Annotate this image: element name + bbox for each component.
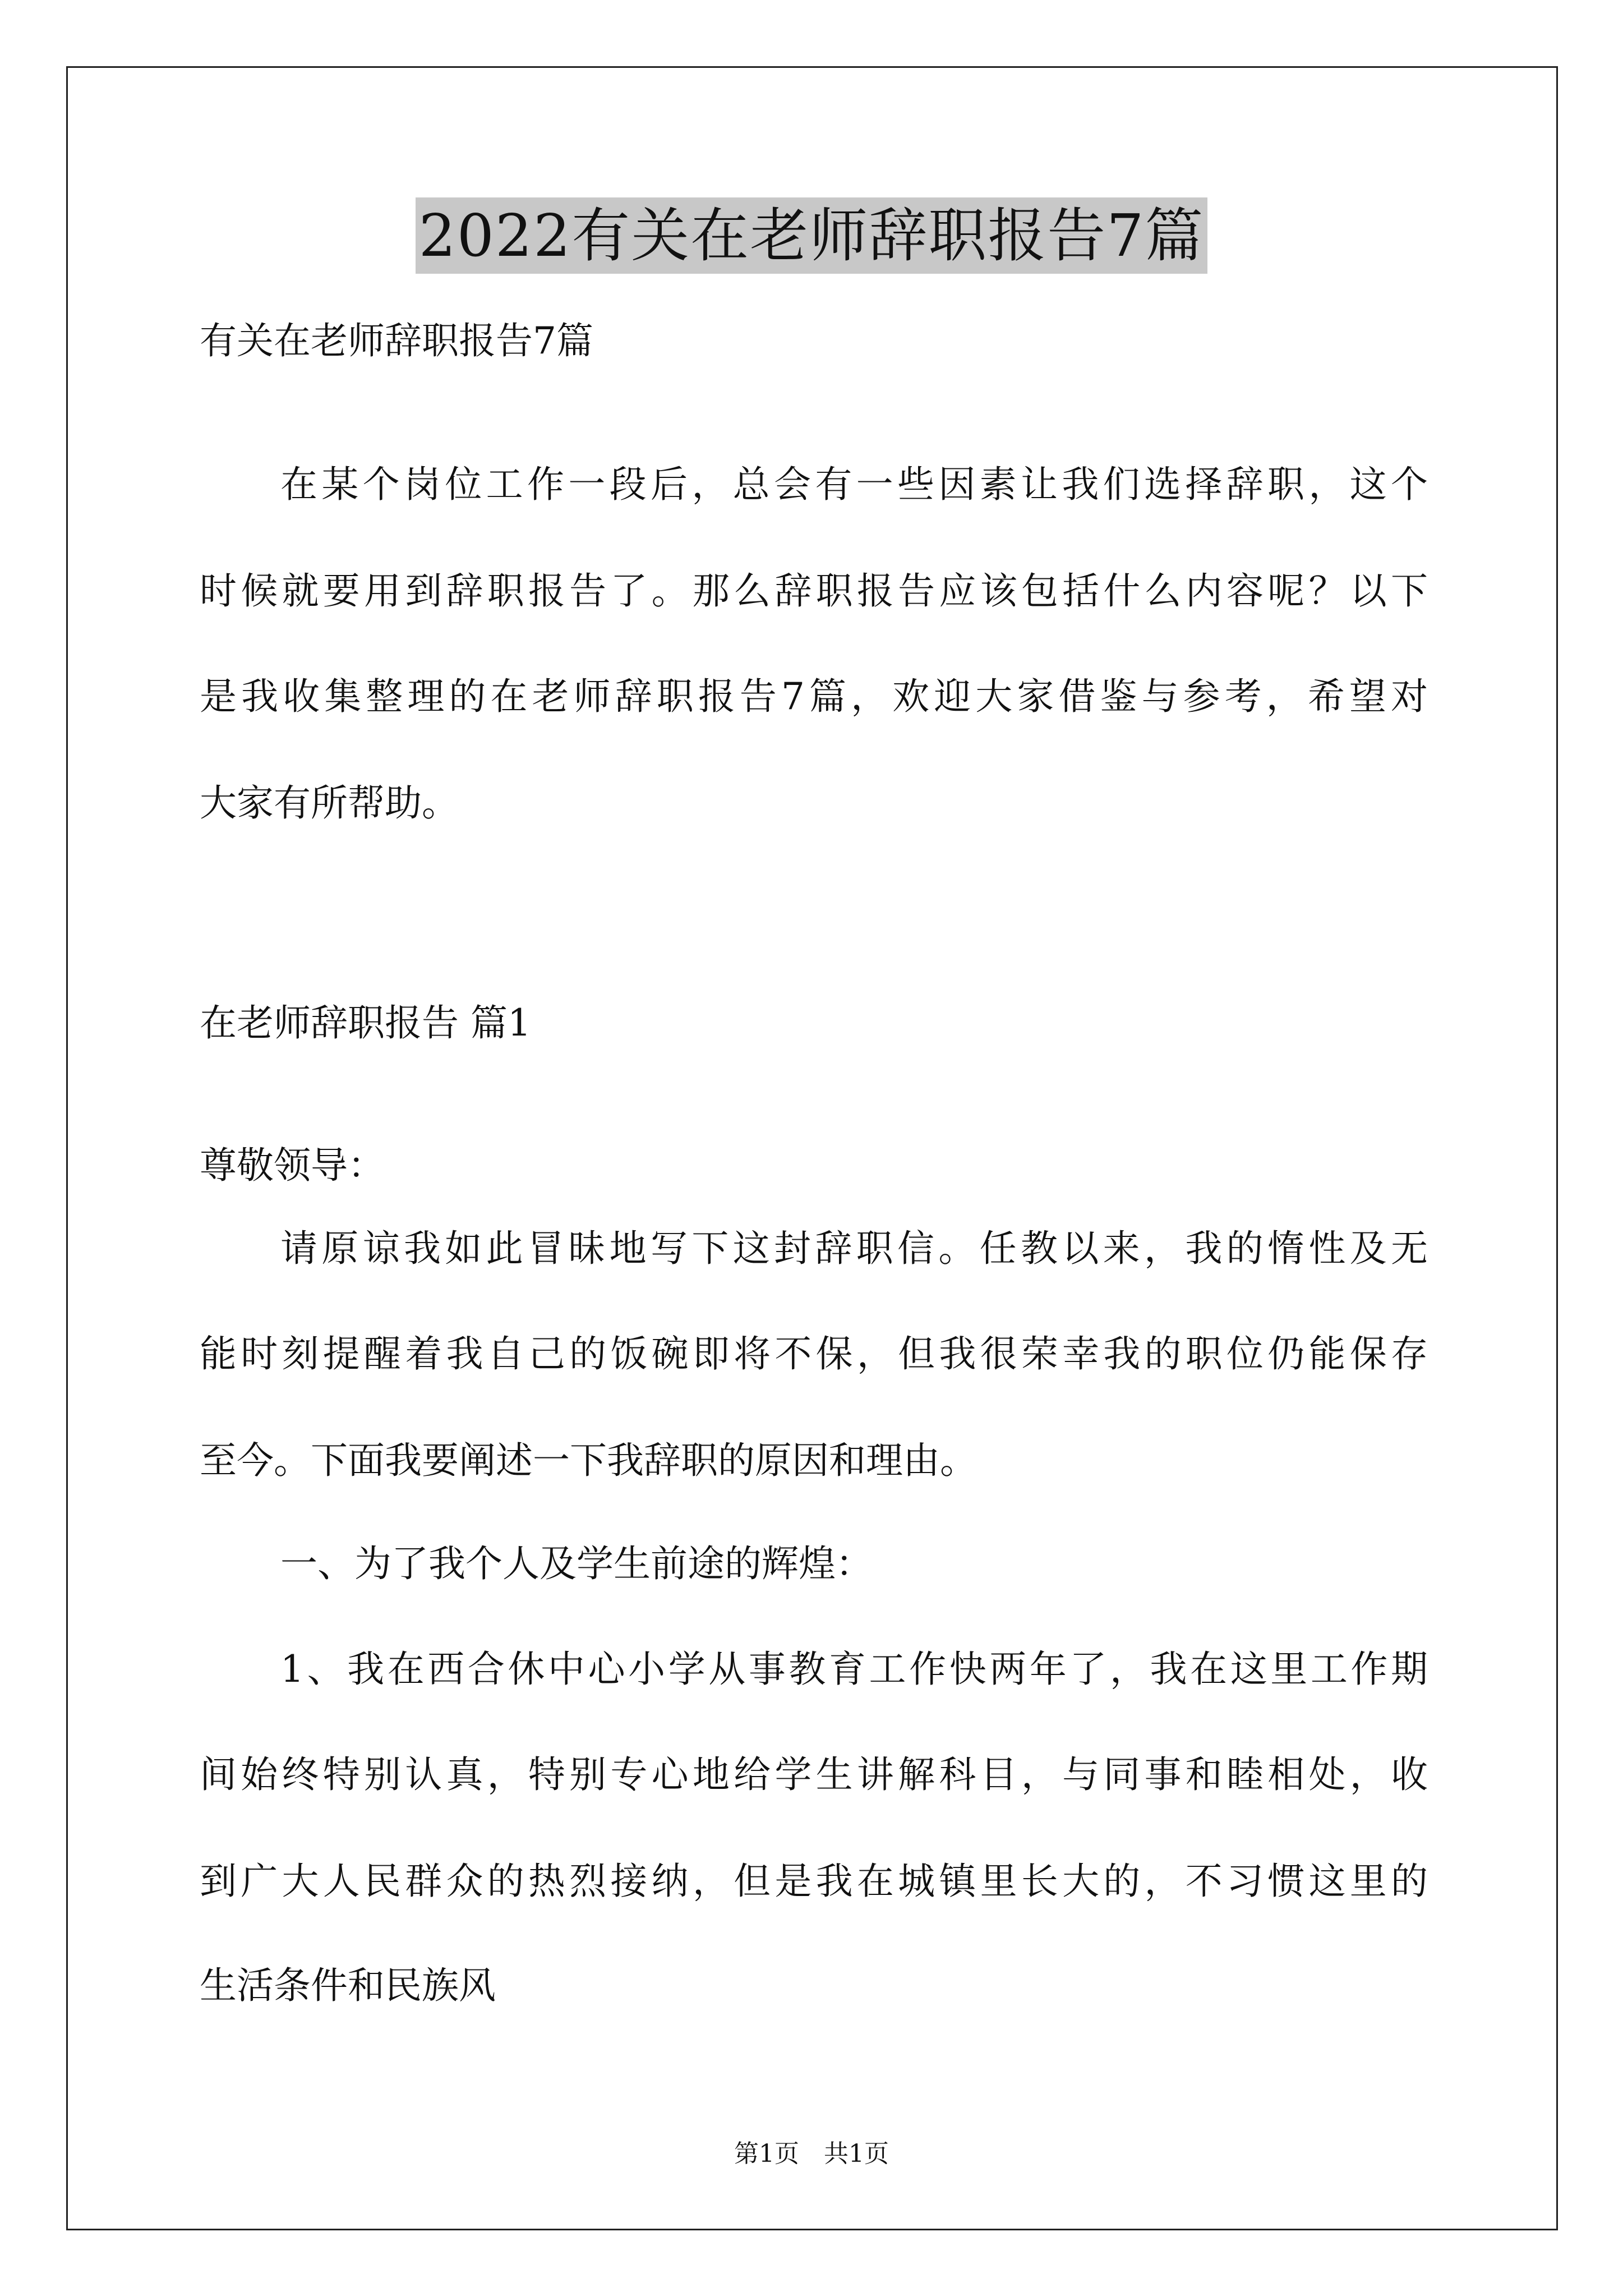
paragraph-line: 时候就要用到辞职报告了。那么辞职报告应该包括什么内容呢？以下 <box>200 569 1428 613</box>
paragraph-line: 是我收集整理的在老师辞职报告7篇，欢迎大家借鉴与参考，希望对 <box>200 675 1428 718</box>
paragraph-line: 生活条件和民族风 <box>200 1964 496 2007</box>
salutation: 尊敬领导： <box>200 1144 385 1187</box>
paragraph-line: 1、我在西合休中心小学从事教育工作快两年了，我在这里工作期 <box>280 1648 1428 1691</box>
paragraph-line: 能时刻提醒着我自己的饭碗即将不保，但我很荣幸我的职位仍能保存 <box>200 1332 1428 1375</box>
list-heading: 一、为了我个人及学生前途的辉煌： <box>280 1542 873 1585</box>
title-container <box>0 197 1623 274</box>
paragraph-line: 大家有所帮助。 <box>200 781 459 825</box>
section-heading: 在老师辞职报告 篇1 <box>200 1001 531 1045</box>
paragraph-line: 间始终特别认真，特别专心地给学生讲解科目，与同事和睦相处，收 <box>200 1753 1428 1796</box>
paragraph-line: 在某个岗位工作一段后，总会有一些因素让我们选择辞职，这个 <box>280 463 1428 506</box>
paragraph-line: 到广大人民群众的热烈接纳，但是我在城镇里长大的，不习惯这里的 <box>200 1860 1428 1903</box>
paragraph-line: 至今。下面我要阐述一下我辞职的原因和理由。 <box>200 1439 977 1482</box>
page-total: 共1页 <box>824 2139 889 2168</box>
subtitle-line: 有关在老师辞职报告7篇 <box>200 319 593 362</box>
document-title: 2022有关在老师辞职报告7篇 <box>416 197 1208 274</box>
page-number: 第1页 <box>734 2139 799 2168</box>
page-footer <box>0 2138 1623 2170</box>
paragraph-line: 请原谅我如此冒昧地写下这封辞职信。任教以来，我的惰性及无 <box>280 1227 1428 1270</box>
